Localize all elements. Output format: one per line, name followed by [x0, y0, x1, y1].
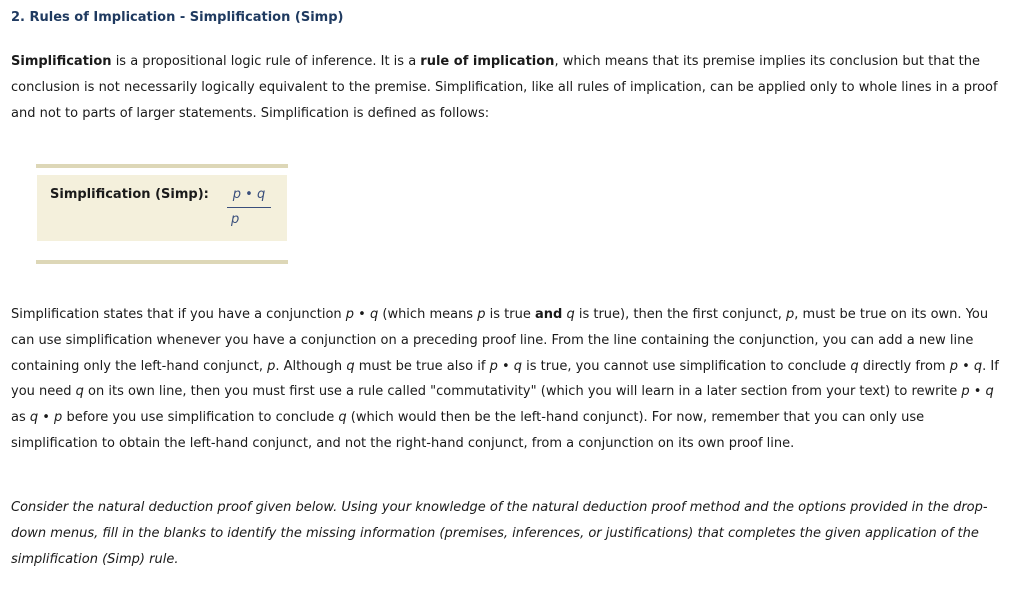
term-rule-of-implication: rule of implication: [420, 54, 555, 69]
term-simplification: Simplification: [11, 54, 112, 69]
explanation-paragraph: Simplification states that if you have a conjunction p • q (which means p is true and q is true), then the first conjunct, p, must be true on its own. You can use simplification whenever you have a conjunction on a preceding proof line. From the line containing the conjunction, you can add a new line containing only the left-hand conjunct, p. Although q must be true also if p • q is true, you cannot use simplification to conclude q directly from p • q. If you need q on its own line, then you must first use a rule called "commutativity" (which you will learn in a later section from your text) to rewrite p • q as q • p before you use simplification to conclude q (which would then be the left-hand conjunct). For now, remember that you can only use simplification to obtain the left-hand conjunct, and not the right-hand conjunct, from a conjunction on its own proof line.: [11, 307, 999, 451]
rule-premise: p • q: [227, 187, 271, 208]
rule-box-top-border: [36, 164, 288, 168]
rule-conclusion: p: [231, 212, 240, 227]
intro-paragraph: Simplification is a propositional logic rule of inference. It is a rule of implication, which means that its premise implies its conclusion but that the conclusion is not necessarily logically equivalent to the premise. Simplification, like all rules of implication, can be applied only to whole lines in a proof and not to parts of larger statements. Simplification is defined as follows:: [11, 54, 998, 121]
rule-definition-box: [37, 175, 287, 241]
rule-formula: [227, 187, 271, 228]
rule-label: Simplification (Simp):: [50, 187, 209, 202]
rule-box-bottom-border: [36, 260, 288, 264]
section-title: 2. Rules of Implication - Simplification (Simp): [11, 10, 344, 25]
instructions-paragraph: Consider the natural deduction proof given below. Using your knowledge of the natural deduction proof method and the options provided in the drop-down menus, fill in the blanks to identify the missing information (premises, inferences, or justifications) that completes the given application of the simplification (Simp) rule.: [11, 500, 988, 567]
